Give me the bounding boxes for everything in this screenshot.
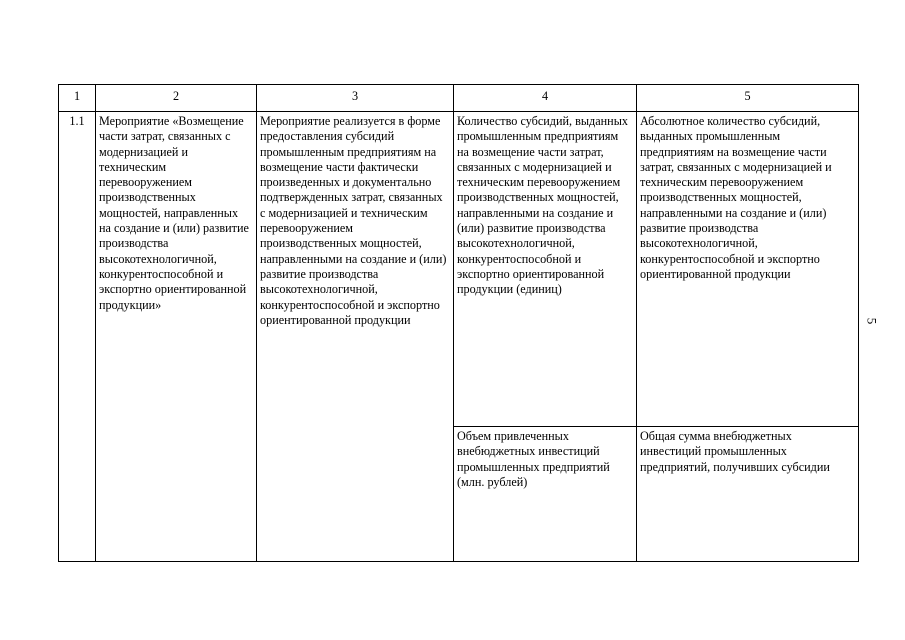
page-number: 5 <box>864 317 880 325</box>
event-description-cell: Мероприятие реализуется в форме предоставления субсидий промышленным предприятиям на возмещение части фактически произведенных и документально подтвержденных затрат, связанных с модернизацией и техническим перевооружением производственных мощностей, направленными на создание и (или) развитие производства высокотехнологичной, конкурентоспособной и экспортно ориентированной продукции <box>257 112 454 562</box>
indicator-method-cell: Общая сумма внебюджетных инвестиций промышленных предприятий, получивших субсидии <box>637 427 859 562</box>
indicator-name-cell: Объем привлеченных внебюджетных инвестиций промышленных предприятий (млн. рублей) <box>454 427 637 562</box>
header-col-1: 1 <box>59 85 96 112</box>
event-name-cell: Мероприятие «Возмещение части затрат, связанных с модернизацией и техническим перевооружением производственных мощностей, направленных на создание и (или) развитие производства высокотехнологичной, конкурентоспособной и экспортно ориентированной продукции» <box>96 112 257 562</box>
indicators-table <box>58 84 859 562</box>
header-col-2: 2 <box>96 85 257 112</box>
header-col-3: 3 <box>257 85 454 112</box>
table-row <box>59 112 859 427</box>
table-header-row <box>59 85 859 112</box>
row-number: 1.1 <box>59 112 96 562</box>
header-col-4: 4 <box>454 85 637 112</box>
indicator-name-cell: Количество субсидий, выданных промышленным предприятиям на возмещение части затрат, связанных с модернизацией и техническим перевооружением производственных мощностей, направленными на создание и (или) развитие производства высокотехнологичной, конкурентоспособной и экспортно ориентированной продукции (единиц) <box>454 112 637 427</box>
indicator-method-cell: Абсолютное количество субсидий, выданных промышленным предприятиям на возмещение части затрат, связанных с модернизацией и техническим перевооружением производственных мощностей, направленными на создание и (или) развитие производства высокотехнологичной, конкурентоспособной и экспортно ориентированной продукции <box>637 112 859 427</box>
header-col-5: 5 <box>637 85 859 112</box>
